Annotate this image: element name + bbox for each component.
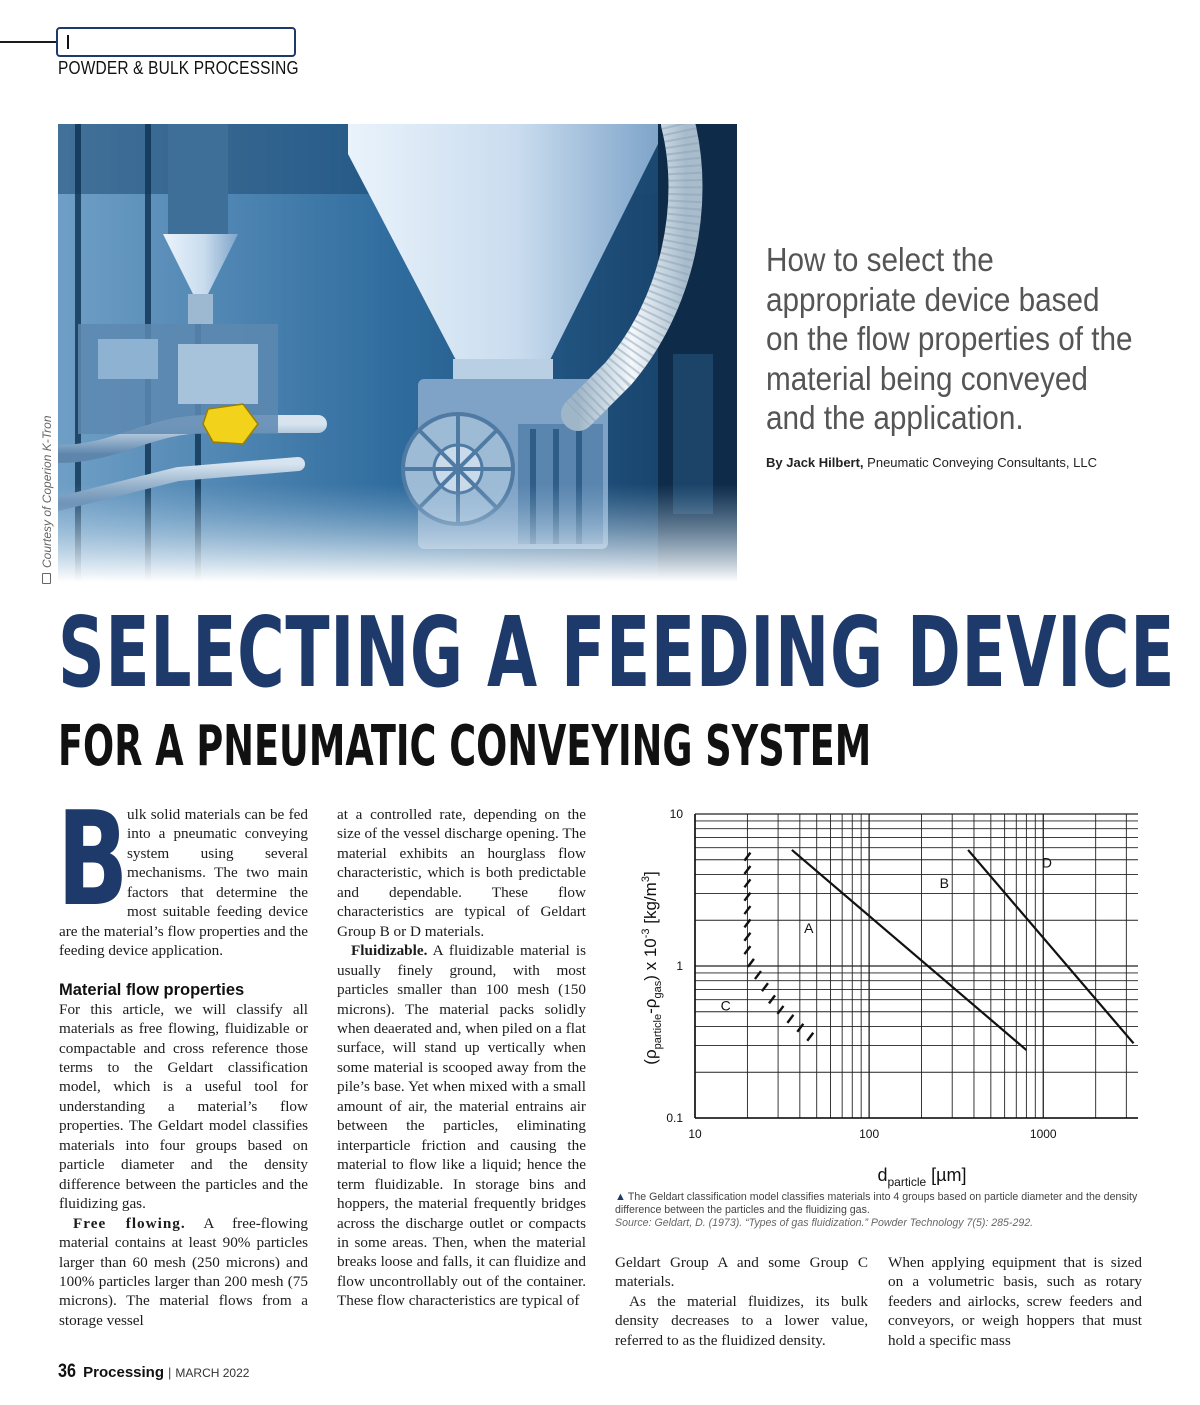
body-column-4 (888, 1253, 1142, 1350)
section-rule (0, 41, 58, 43)
triangle-icon: ▲ (615, 1191, 626, 1203)
chart-caption (615, 1191, 1155, 1230)
paragraph-free-flowing (59, 1214, 308, 1331)
section-tag-box (56, 27, 299, 78)
boundary-line-2 (968, 850, 1133, 1043)
x-tick-label: 10 (688, 1127, 702, 1141)
paragraph-fluidizable-text: A fluidizable material is usually finely ground, with most particles smaller than 100 mesh (150 microns). The material packs solidly when deaerated and, when piled on a flat surface, will stand up vertically when some material is scooped away from the pile’s base. Yet when mixed with a small amount of air, the material entrains air between the particles, eliminating interparticle friction and causing the material to flow like a liquid; hence the term fluidizable. In storage bins and hoppers, the material frequently bridges across the discharge outlet or compacts in some areas. Then, when the material breaks loose and falls, it can fluidize and flow uncontrollably out of the container. These flow characteristics are typical of (337, 942, 586, 1310)
region-label-c: C (720, 997, 731, 1014)
y-tick-label: 1 (676, 959, 683, 973)
y-axis-label: $(\rho_{particle}-\rho_{gas})$ x $10^{-3}$ $[kg/m^3]$ (640, 871, 664, 1065)
runin-free-flowing: Free flowing. (73, 1214, 186, 1232)
photo-credit (40, 415, 54, 584)
geldart-chart (612, 800, 1152, 1192)
region-label-d: D (1041, 854, 1053, 871)
body-column-3 (615, 1253, 868, 1350)
hatch-mark (807, 1033, 813, 1041)
article-deck: How to select the appropriate device based on the flow properties of the material being conveyed and the application. (766, 241, 1133, 436)
paragraph-hourglass: at a controlled rate, depending on the size of the vessel discharge opening. The material exhibits an hourglass flow characteristic, which is both predictable and dependable. These flow characteristics are typical of Geldart Group B or D materials. (337, 806, 586, 940)
hatch-mark (755, 971, 761, 979)
region-label-b: B (939, 874, 949, 891)
feeder-equipment-illustration (58, 124, 737, 582)
chart-caption-text: The Geldart classification model classifies materials into 4 groups based on particle diameter and the density difference between the particles and the fluidizing gas. (615, 1191, 1138, 1216)
body-column-2 (337, 805, 586, 1311)
paragraph-free-flowing-text: A free-flowing material contains at least 90% particles larger than 60 mesh (250 microns) and 100% particles larger than 200 mesh (75 microns). The material flows from a storage vessel (59, 1214, 308, 1329)
x-tick-label: 1000 (1029, 1127, 1057, 1141)
boundary-hatched-3 (744, 853, 813, 1041)
paragraph-fluidized-density: As the material fluidizes, its bulk density decreases to a lower value, referred to as the fluidized density. (615, 1292, 868, 1349)
photo-credit-text: Courtesy of Coperion K-Tron (40, 415, 54, 568)
issue-date: MARCH 2022 (175, 1366, 250, 1380)
section-tag (0, 27, 299, 78)
article-title: SELECTING A FEEDING DEVICE (58, 596, 1176, 709)
body-column-1 (57, 783, 308, 1330)
chart-source: Source: Geldart, D. (1973). “Types of gas fluidization.” Powder Technology 7(5): 285-292. (615, 1217, 1034, 1229)
page-footer (58, 1361, 249, 1383)
paragraph-classification: For this article, we will classify all materials as free flowing, fluidizable or compactable and cross reference those terms to the Geldart classification model, which is a useful tool for understanding a material’s flow properties. The Geldart model classifies materials into four groups based on particle diameter and the density difference between the particles and the fluidizing gas. (59, 1000, 308, 1213)
section-tag-label: POWDER & BULK PROCESSING (58, 58, 299, 78)
byline-author: By Jack Hilbert, (766, 455, 864, 470)
byline (766, 455, 1186, 470)
paragraph-intro: ulk solid materials can be fed into a pneumatic conveying system using several mechanisms. The two main factors that determine the most suitable feeding device are the material’s flow properties and the feeding device application. (59, 806, 308, 960)
publication-name: Processing (83, 1364, 165, 1381)
paragraph-volumetric: When applying equipment that is sized on a volumetric basis, such as rotary feeders and airlocks, screw feeders and conveyors, or weigh hoppers that must hold a specific mass (888, 1254, 1142, 1349)
subhead-material-flow: Material flow properties (59, 980, 245, 999)
x-axis-label: $d_{particle}$ [µm] (877, 1165, 967, 1189)
region-label-a: A (804, 919, 814, 936)
x-tick-label: 100 (859, 1127, 880, 1141)
paragraph-group-a: Geldart Group A and some Group C materials. (615, 1254, 868, 1291)
drop-cap: B (57, 783, 129, 935)
hatch-mark (797, 1024, 803, 1032)
y-tick-label: 0.1 (666, 1111, 683, 1125)
hatch-mark (762, 983, 768, 991)
hatch-mark (787, 1015, 793, 1023)
byline-affiliation: Pneumatic Conveying Consultants, LLC (867, 455, 1097, 470)
hero-photo (58, 124, 737, 582)
runin-fluidizable: Fluidizable. (351, 942, 428, 960)
geldart-chart-svg (612, 800, 1152, 1192)
y-tick-label: 10 (669, 807, 683, 821)
paragraph-fluidizable (337, 941, 586, 1311)
page-number: 36 (58, 1361, 76, 1382)
footer-separator: | (168, 1365, 172, 1380)
article-subtitle: FOR A PNEUMATIC CONVEYING SYSTEM (58, 714, 872, 779)
camera-icon (42, 573, 51, 584)
